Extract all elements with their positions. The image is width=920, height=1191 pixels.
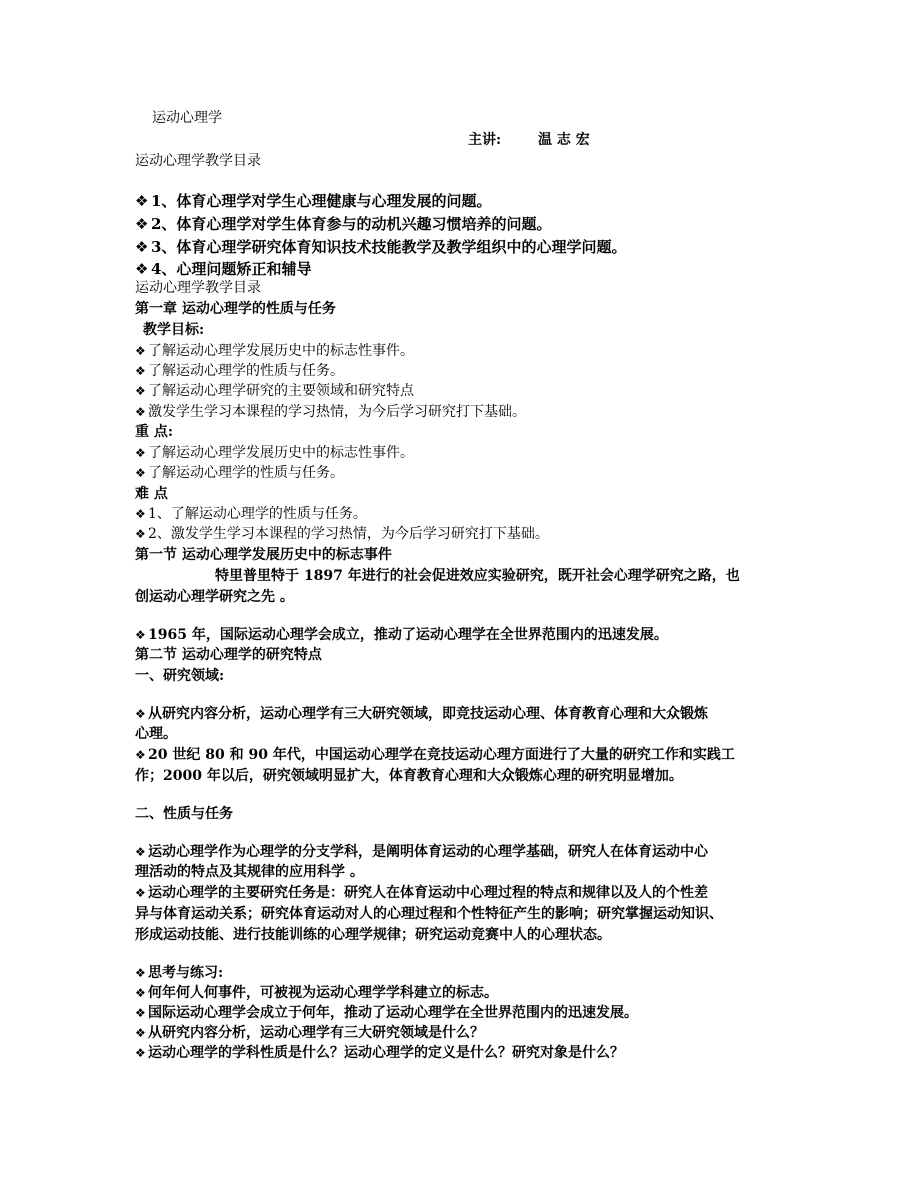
diamond-bullet-icon: ❖ — [135, 845, 146, 859]
goal-item: ❖ 了解运动心理学的性质与任务。 — [135, 363, 344, 379]
diamond-bullet-icon: ❖ — [135, 1046, 146, 1060]
diamond-bullet-icon: ❖ — [135, 466, 146, 480]
toc-item: ❖ 2、体育心理学对学生体育参与的动机兴趣习惯培养的问题。 — [135, 215, 552, 233]
bullet-paragraph: ❖ 从研究内容分析，运动心理学有三大研究领域，即竞技运动心理、体育教育心理和大众锻炼 — [135, 706, 708, 722]
lecturer-name: 温 志 宏 — [538, 132, 590, 148]
exercise-item: ❖ 从研究内容分析，运动心理学有三大研究领域是什么？ — [135, 1025, 484, 1041]
diamond-bullet-icon: ❖ — [135, 707, 146, 721]
toc-heading-2: 运动心理学教学目录 — [135, 280, 261, 296]
diamond-bullet-icon: ❖ — [135, 1006, 146, 1020]
chapter-heading: 第一章 运动心理学的性质与任务 — [135, 301, 336, 317]
diamond-bullet-icon: ❖ — [135, 966, 146, 980]
diamond-bullet-icon: ❖ — [135, 1026, 146, 1040]
paragraph-line: 创运动心理学研究之先 。 — [135, 589, 294, 605]
goal-item: ❖ 激发学生学习本课程的学习热情，为今后学习研究打下基础。 — [135, 404, 526, 420]
diamond-bullet-icon: ❖ — [135, 527, 146, 541]
difficulty-label: 难 点 — [135, 486, 168, 502]
key-point-item: ❖ 了解运动心理学的性质与任务。 — [135, 465, 344, 481]
exercise-label: ❖ 思考与练习: — [135, 965, 224, 981]
section-heading: 第二节 运动心理学的研究特点 — [135, 647, 322, 663]
exercise-item: ❖ 运动心理学的学科性质是什么？运动心理学的定义是什么？研究对象是什么？ — [135, 1045, 624, 1061]
diamond-bullet-icon: ❖ — [135, 446, 146, 460]
diamond-bullet-icon: ❖ — [135, 238, 149, 256]
diamond-bullet-icon: ❖ — [135, 384, 146, 398]
exercise-item: ❖ 国际运动心理学会成立于何年，推动了运动心理学在全世界范围内的迅速发展。 — [135, 1005, 638, 1021]
key-point-item: ❖ 了解运动心理学发展历史中的标志性事件。 — [135, 445, 414, 461]
section-heading: 第一节 运动心理学发展历史中的标志事件 — [135, 547, 392, 563]
goal-item: ❖ 了解运动心理学研究的主要领域和研究特点 — [135, 383, 414, 399]
paragraph-line: 特里普里特于 1897 年进行的社会促进效应实验研究，既开社会心理学研究之路，也 — [215, 568, 740, 584]
diamond-bullet-icon: ❖ — [135, 260, 149, 278]
diamond-bullet-icon: ❖ — [135, 192, 149, 210]
diamond-bullet-icon: ❖ — [135, 344, 146, 358]
diamond-bullet-icon: ❖ — [135, 628, 146, 642]
bullet-paragraph: ❖ 运动心理学的主要研究任务是：研究人在体育运动中心理过程的特点和规律以及人的个性差 — [135, 885, 708, 901]
key-points-label: 重 点: — [135, 424, 174, 440]
bullet-paragraph: ❖ 20 世纪 80 和 90 年代，中国运动心理学在竞技运动心理方面进行了大量的研究工作和实践工 — [135, 747, 735, 763]
goal-item: ❖ 了解运动心理学发展历史中的标志性事件。 — [135, 343, 414, 359]
paragraph-line: 作；2000 年以后，研究领域明显扩大，体育教育心理和大众锻炼心理的研究明显增加。 — [135, 768, 683, 784]
exercise-item: ❖ 何年何人何事件，可被视为运动心理学学科建立的标志。 — [135, 985, 498, 1001]
diamond-bullet-icon: ❖ — [135, 364, 146, 378]
diamond-bullet-icon: ❖ — [135, 886, 146, 900]
difficulty-item: ❖ 1、了解运动心理学的性质与任务。 — [135, 506, 367, 522]
paragraph-line: 形成运动技能、进行技能训练的心理学规律；研究运动竞赛中人的心理状态。 — [135, 927, 611, 943]
subsection-heading: 一、研究领域: — [135, 668, 225, 684]
toc-item: ❖ 4、心理问题矫正和辅导 — [135, 260, 312, 278]
diamond-bullet-icon: ❖ — [135, 748, 146, 762]
toc-item: ❖ 3、体育心理学研究体育知识技术技能教学及教学组织中的心理学问题。 — [135, 238, 627, 256]
goals-label: 教学目标: — [143, 322, 205, 338]
toc-heading: 运动心理学教学目录 — [135, 153, 261, 169]
paragraph-line: 理活动的特点及其规律的应用科学 。 — [135, 864, 364, 880]
diamond-bullet-icon: ❖ — [135, 507, 146, 521]
subsection-heading: 二、性质与任务 — [135, 806, 233, 822]
toc-item: ❖ 1、体育心理学对学生心理健康与心理发展的问题。 — [135, 192, 492, 210]
diamond-bullet-icon: ❖ — [135, 405, 146, 419]
bullet-paragraph: ❖ 运动心理学作为心理学的分支学科，是阐明体育运动的心理学基础，研究人在体育运动中心 — [135, 844, 708, 860]
paragraph-line: 异与体育运动关系；研究体育运动对人的心理过程和个性特征产生的影响；研究掌握运动知识、 — [135, 906, 723, 922]
paragraph-line: 心理。 — [135, 726, 177, 742]
difficulty-item: ❖ 2、激发学生学习本课程的学习热情，为今后学习研究打下基础。 — [135, 526, 549, 542]
diamond-bullet-icon: ❖ — [135, 215, 149, 233]
doc-title: 运动心理学 — [152, 110, 222, 126]
lecturer-label: 主讲: — [468, 132, 502, 148]
diamond-bullet-icon: ❖ — [135, 986, 146, 1000]
bullet-paragraph: ❖ 1965 年，国际运动心理学会成立，推动了运动心理学在全世界范围内的迅速发展。 — [135, 627, 668, 643]
